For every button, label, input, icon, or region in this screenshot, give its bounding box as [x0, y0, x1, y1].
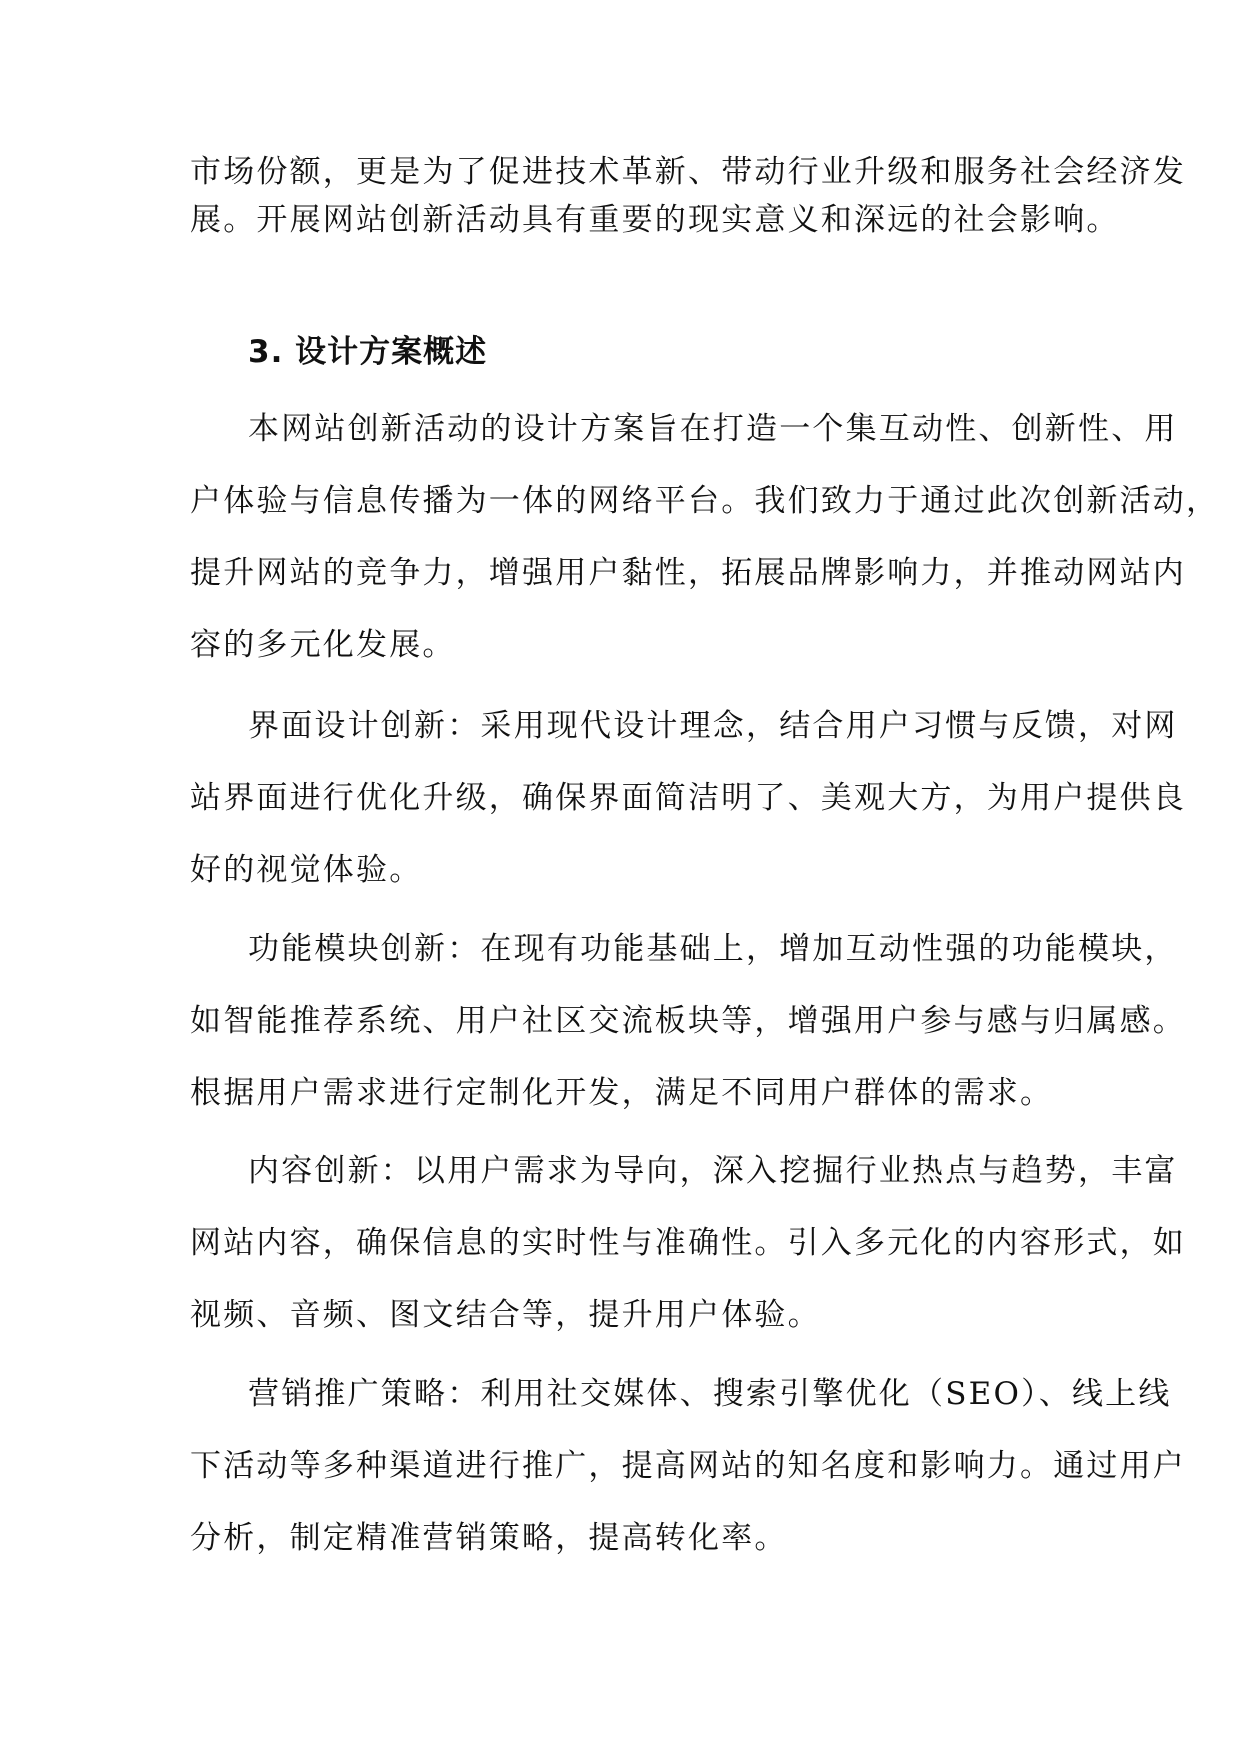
paragraph-line: 展。开展网站创新活动具有重要的现实意义和深远的社会影响。 — [190, 202, 1120, 238]
paragraph-line: 好的视觉体验。 — [190, 852, 423, 888]
paragraph-line: 站界面进行优化升级，确保界面简洁明了、美观大方，为用户提供良 — [190, 780, 1186, 816]
paragraph-line: 视频、音频、图文结合等，提升用户体验。 — [190, 1297, 821, 1333]
paragraph-line: 界面设计创新：采用现代设计理念，结合用户习惯与反馈，对网 — [248, 708, 1178, 744]
paragraph-line: 本网站创新活动的设计方案旨在打造一个集互动性、创新性、用 — [248, 411, 1178, 447]
paragraph-line: 容的多元化发展。 — [190, 627, 456, 663]
paragraph-line: 根据用户需求进行定制化开发，满足不同用户群体的需求。 — [190, 1075, 1054, 1111]
paragraph-line: 内容创新：以用户需求为导向，深入挖掘行业热点与趋势，丰富 — [248, 1153, 1178, 1189]
paragraph-line: 户体验与信息传播为一体的网络平台。我们致力于通过此次创新活动， — [190, 483, 1220, 519]
paragraph-line: 功能模块创新：在现有功能基础上，增加互动性强的功能模块， — [248, 931, 1178, 967]
paragraph-line: 市场份额，更是为了促进技术革新、带动行业升级和服务社会经济发 — [190, 154, 1186, 190]
paragraph-line: 提升网站的竞争力，增强用户黏性，拓展品牌影响力，并推动网站内 — [190, 555, 1186, 591]
paragraph-line: 下活动等多种渠道进行推广，提高网站的知名度和影响力。通过用户 — [190, 1448, 1186, 1484]
paragraph-line: 营销推广策略：利用社交媒体、搜索引擎优化（SEO）、线上线 — [248, 1376, 1172, 1412]
paragraph-line: 分析，制定精准营销策略，提高转化率。 — [190, 1520, 788, 1556]
paragraph-line: 如智能推荐系统、用户社区交流板块等，增强用户参与感与归属感。 — [190, 1003, 1186, 1039]
paragraph-line: 网站内容，确保信息的实时性与准确性。引入多元化的内容形式，如 — [190, 1225, 1186, 1261]
section-heading: 3. 设计方案概述 — [248, 334, 488, 370]
